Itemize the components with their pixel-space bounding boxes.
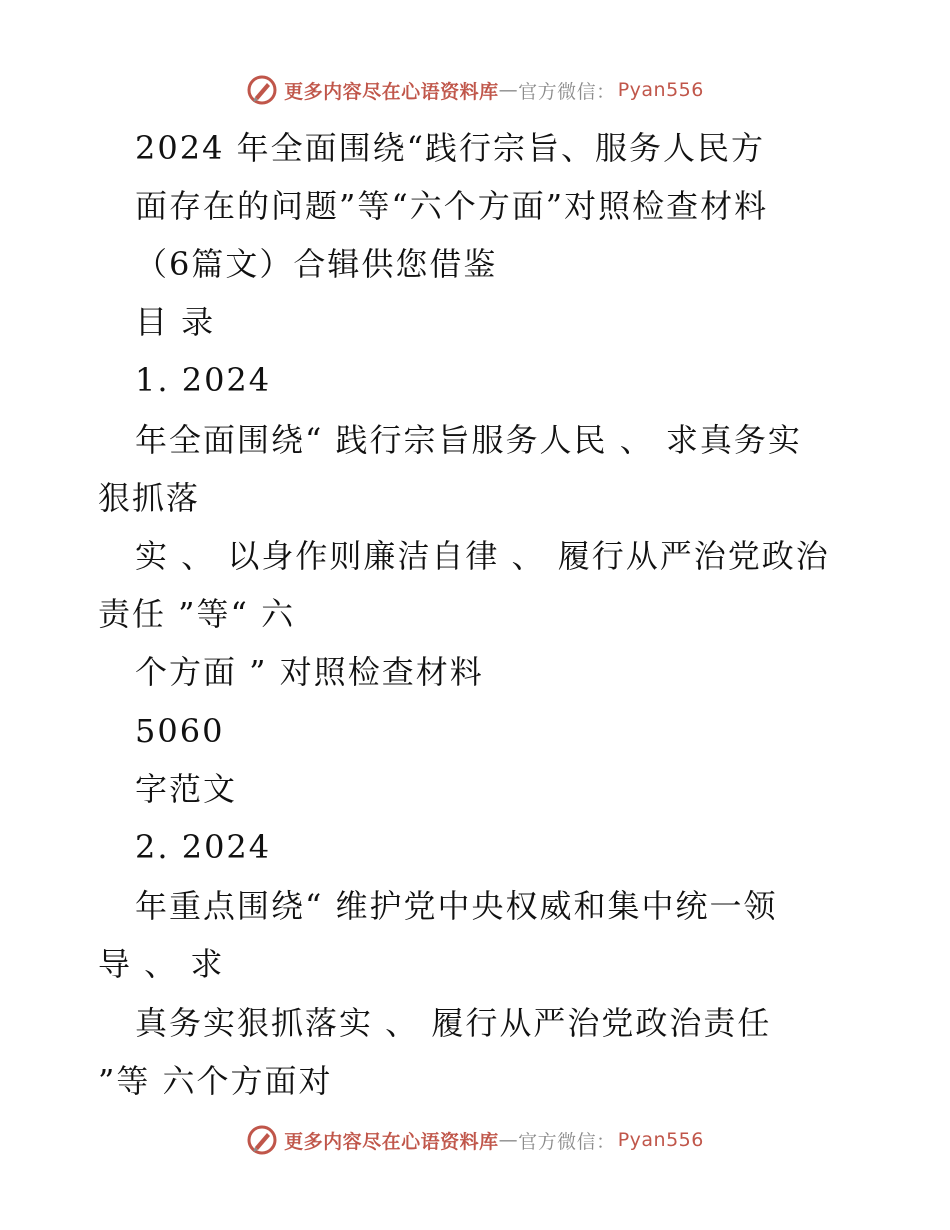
watermark-wechat-id: Pyan556 bbox=[617, 1129, 704, 1151]
toc-item-2-line-2: 导 、 求 bbox=[98, 945, 225, 983]
toc-item-1-line-4: 责任 ”等“ 六 bbox=[98, 595, 296, 633]
watermark-brand: 更多内容尽在心语资料库 bbox=[284, 80, 499, 103]
watermark-wechat-id: Pyan556 bbox=[617, 79, 704, 101]
watermark-wechat-label: 官方微信： bbox=[518, 1130, 616, 1153]
watermark-separator: — bbox=[498, 79, 519, 101]
watermark-wechat-label: 官方微信： bbox=[518, 80, 616, 103]
watermark-separator: — bbox=[498, 1129, 519, 1151]
toc-item-2-line-4: ”等 六个方面对 bbox=[98, 1062, 333, 1100]
toc-item-2-line-3: 真务实狠抓落实 、 履行从严治党政治责任 bbox=[135, 1004, 772, 1042]
watermark-footer bbox=[0, 1120, 950, 1160]
toc-item-1-line-2: 狠抓落 bbox=[98, 479, 201, 517]
toc-item-1-suffix: 字范文 bbox=[135, 770, 238, 808]
title-line-3: （6篇文）合辑供您借鉴 bbox=[135, 245, 498, 283]
pen-logo-icon bbox=[246, 74, 278, 106]
watermark-header bbox=[0, 70, 950, 110]
toc-item-1-wordcount: 5060 bbox=[135, 712, 225, 750]
toc-heading: 目 录 bbox=[135, 303, 216, 341]
toc-item-1-line-3: 实 、 以身作则廉洁自律 、 履行从严治党政治 bbox=[135, 537, 830, 575]
pen-logo-icon bbox=[246, 1124, 278, 1156]
toc-item-1-line-5: 个方面 ” 对照检查材料 bbox=[135, 653, 484, 691]
title-line-2: 面存在的问题”等“六个方面”对照检查材料 bbox=[135, 187, 769, 225]
toc-item-2-number: 2. 2024 bbox=[135, 828, 272, 866]
toc-item-1-line-1: 年全面围绕“ 践行宗旨服务人民 、 求真务实 bbox=[135, 421, 802, 459]
watermark-brand: 更多内容尽在心语资料库 bbox=[284, 1130, 499, 1153]
title-line-1: 2024 年全面围绕“践行宗旨、服务人民方 bbox=[135, 129, 765, 167]
toc-item-2-line-1: 年重点围绕“ 维护党中央权威和集中统一领 bbox=[135, 887, 778, 925]
toc-item-1-number: 1. 2024 bbox=[135, 361, 272, 399]
